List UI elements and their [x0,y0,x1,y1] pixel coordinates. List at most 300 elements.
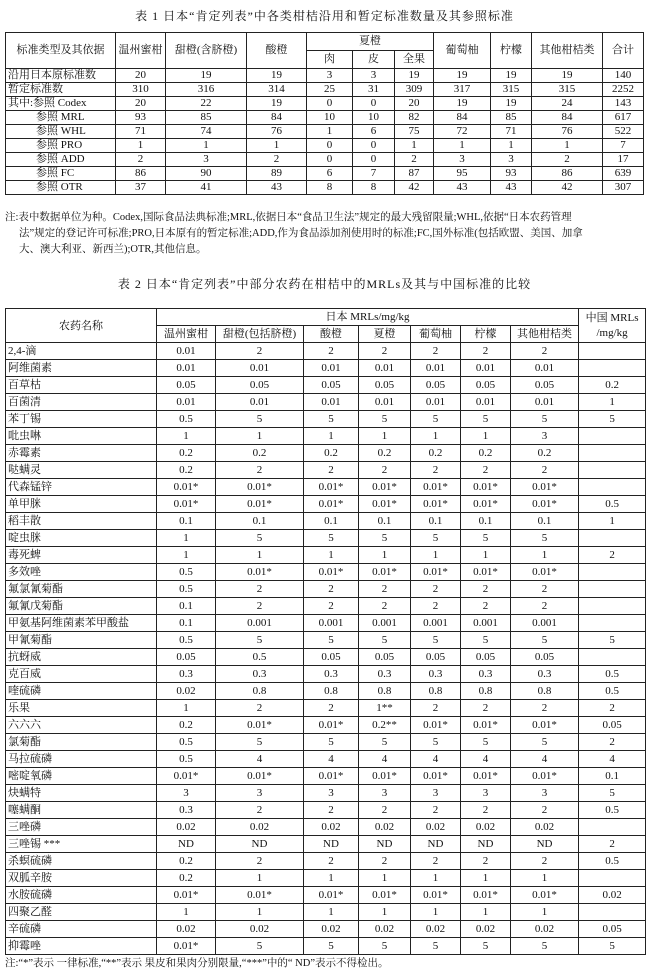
japan-mrl-cell: 1 [461,870,511,887]
japan-mrl-cell: 1 [411,428,461,445]
japan-mrl-cell: 5 [216,530,304,547]
japan-mrl-cell: 0.01 [511,394,579,411]
china-mrl-cell: 2 [579,734,646,751]
japan-mrl-cell: 0.01 [359,394,411,411]
table-cell: 72 [434,125,491,139]
japan-mrl-cell: 0.8 [411,683,461,700]
note-line: 大、澳大利亚、新西兰);OTR,其他信息。 [19,244,207,255]
japan-mrl-cell: 0.5 [157,581,216,598]
table-cell: 143 [603,97,644,111]
japan-mrl-cell: 0.1 [461,513,511,530]
table-cell: 20 [116,69,166,83]
japan-mrl-cell: 0.05 [216,377,304,394]
japan-mrl-cell: 0.2 [157,870,216,887]
table-row [6,530,646,547]
table-cell: 42 [395,181,434,195]
japan-mrl-cell: 1 [359,428,411,445]
japan-mrl-cell: 0.02 [216,921,304,938]
japan-mrl-cell: 5 [511,530,579,547]
table-cell: 82 [395,111,434,125]
pesticide-name: 啶虫脒 [6,530,157,547]
japan-mrl-cell: 0.02 [511,921,579,938]
pesticide-name: 嘧啶氧磷 [6,768,157,785]
table-row [6,615,646,632]
japan-mrl-cell: 5 [461,734,511,751]
japan-mrl-cell: 0.05 [359,649,411,666]
pesticide-name: 赤霉素 [6,445,157,462]
header-sweet-orange: 甜橙(含脐橙) [166,33,247,69]
table-row [6,581,646,598]
japan-mrl-cell: 0.02 [511,819,579,836]
row-label: 其中:参照 Codex [6,97,116,111]
china-mrl-cell: 4 [579,751,646,768]
japan-mrl-cell: 3 [461,785,511,802]
pesticide-name: 氟氯氰菊酯 [6,581,157,598]
china-mrl-cell [579,870,646,887]
japan-mrl-cell: 5 [511,632,579,649]
japan-mrl-cell: 0.02 [304,921,359,938]
japan-mrl-cell: 4 [511,751,579,768]
china-mrl-cell: 0.2 [579,377,646,394]
japan-mrl-cell: 0.01* [216,564,304,581]
table2-body [6,343,646,955]
japan-mrl-cell: 5 [359,530,411,547]
japan-mrl-cell: 1 [411,547,461,564]
china-mrl-cell [579,462,646,479]
japan-mrl-cell: 2 [216,462,304,479]
japan-mrl-cell: 5 [511,938,579,955]
japan-mrl-cell: 4 [359,751,411,768]
japan-mrl-cell: 0.2 [411,445,461,462]
japan-mrl-cell: 2 [411,343,461,360]
japan-mrl-cell: 0.01 [511,360,579,377]
row-label: 参照 MRL [6,111,116,125]
table-row [6,139,644,153]
table-row [6,428,646,445]
table-cell: 20 [395,97,434,111]
japan-mrl-cell: 0.05 [157,377,216,394]
pesticide-name: 炔螨特 [6,785,157,802]
china-mrl-cell [579,819,646,836]
table-cell: 19 [491,97,532,111]
japan-mrl-cell: 0.01 [157,343,216,360]
japan-mrl-cell: 1 [511,904,579,921]
japan-mrl-cell: ND [157,836,216,853]
japan-mrl-cell: 0.3 [411,666,461,683]
japan-mrl-cell: 0.02 [461,819,511,836]
china-mrl-cell: 0.5 [579,496,646,513]
table-cell: 17 [603,153,644,167]
table-cell: 6 [353,125,395,139]
pesticide-name: 百菌清 [6,394,157,411]
japan-mrl-cell: 0.01 [411,360,461,377]
table-cell: 25 [307,83,353,97]
japan-mrl-cell: 1 [511,547,579,564]
japan-mrl-cell: 5 [411,938,461,955]
pesticide-name: 水胺硫磷 [6,887,157,904]
table-cell: 8 [307,181,353,195]
table-cell: 85 [166,111,247,125]
table-cell: 93 [116,111,166,125]
japan-mrl-cell: 0.01* [411,887,461,904]
table-cell: 19 [434,69,491,83]
table-cell: 95 [434,167,491,181]
japan-mrl-cell: 5 [511,411,579,428]
table-cell: 3 [491,153,532,167]
japan-mrl-cell: 1 [411,904,461,921]
japan-mrl-cell: 0.001 [411,615,461,632]
japan-mrl-cell: 0.01* [157,887,216,904]
table-cell: 43 [434,181,491,195]
table-cell: 315 [532,83,603,97]
japan-mrl-cell: 0.001 [216,615,304,632]
table-row [6,683,646,700]
china-mrl-cell: 5 [579,411,646,428]
pesticide-name: 阿维菌素 [6,360,157,377]
japan-mrl-cell: 0.1 [304,513,359,530]
japan-mrl-cell: 0.01* [216,479,304,496]
table-row [6,547,646,564]
japan-mrl-cell: 0.02 [411,819,461,836]
japan-mrl-cell: 2 [359,802,411,819]
table-cell: 19 [247,97,307,111]
table-cell: 617 [603,111,644,125]
japan-mrl-cell: 1 [511,870,579,887]
japan-mrl-cell: 0.05 [411,649,461,666]
japan-mrl-cell: ND [216,836,304,853]
japan-mrl-cell: 2 [461,598,511,615]
japan-mrl-cell: 0.01* [157,938,216,955]
japan-mrl-cell: 1 [359,547,411,564]
japan-mrl-cell: 0.02 [461,921,511,938]
japan-mrl-cell: 0.01* [411,496,461,513]
pesticide-name: 辛硫磷 [6,921,157,938]
japan-mrl-cell: 0.01 [461,394,511,411]
table-row [6,751,646,768]
header-fruit: 其他柑桔类 [511,326,579,343]
japan-mrl-cell: 2 [411,581,461,598]
japan-mrl-cell: 2 [216,598,304,615]
japan-mrl-cell: 5 [216,632,304,649]
japan-mrl-cell: 4 [411,751,461,768]
japan-mrl-cell: 0.01* [304,564,359,581]
japan-mrl-cell: 2 [511,802,579,819]
japan-mrl-cell: 0.5 [157,734,216,751]
japan-mrl-cell: 1 [304,870,359,887]
pesticide-name: 四聚乙醛 [6,904,157,921]
table2-title: 表 2 日本“肯定列表”中部分农药在柑桔中的MRLs及其与中国标准的比较 [117,277,532,291]
japan-mrl-cell: 0.05 [461,377,511,394]
table-cell: 639 [603,167,644,181]
japan-mrl-cell: 0.02 [157,683,216,700]
japan-mrl-cell: 1 [304,904,359,921]
japan-mrl-cell: ND [411,836,461,853]
table-cell: 43 [247,181,307,195]
table-row [6,700,646,717]
row-label: 暂定标准数 [6,83,116,97]
japan-mrl-cell: 0.01* [304,479,359,496]
japan-mrl-cell: 2 [304,343,359,360]
japan-mrl-cell: 0.2 [359,445,411,462]
japan-mrl-cell: 5 [511,734,579,751]
table-cell: 7 [353,167,395,181]
header-summer-orange: 夏橙 [307,33,434,51]
table-cell: 76 [247,125,307,139]
table-cell: 6 [307,167,353,181]
table-cell: 2 [532,153,603,167]
table-row [6,153,644,167]
table-cell: 1 [434,139,491,153]
japan-mrl-cell: 0.1 [157,513,216,530]
table-cell: 10 [307,111,353,125]
table-row [6,887,646,904]
pesticide-name: 抑霉唑 [6,938,157,955]
table-cell: 89 [247,167,307,181]
japan-mrl-cell: ND [511,836,579,853]
table-row [6,768,646,785]
table-row [6,513,646,530]
japan-mrl-cell: 2 [216,581,304,598]
table1-note [5,210,645,258]
japan-mrl-cell: 1 [359,870,411,887]
table-cell: 3 [307,69,353,83]
table-cell: 19 [395,69,434,83]
china-mrl-cell: 0.1 [579,768,646,785]
china-mrl-cell: 5 [579,785,646,802]
japan-mrl-cell: 0.01* [511,496,579,513]
japan-mrl-cell: 0.3 [157,802,216,819]
japan-mrl-cell: 1 [461,428,511,445]
table-row [6,598,646,615]
table-cell: 1 [166,139,247,153]
japan-mrl-cell: 0.01* [216,717,304,734]
japan-mrl-cell: 1 [359,904,411,921]
pesticide-name: 喹硫磷 [6,683,157,700]
japan-mrl-cell: 2 [411,598,461,615]
japan-mrl-cell: 0.01* [511,887,579,904]
japan-mrl-cell: 3 [511,428,579,445]
japan-mrl-cell: 5 [304,411,359,428]
header-fruit: 柠檬 [461,326,511,343]
china-mrl-cell: 1 [579,394,646,411]
table-row [6,83,644,97]
japan-mrl-cell: 0.2 [216,445,304,462]
table-cell: 86 [116,167,166,181]
japan-mrl-cell: 0.01* [511,768,579,785]
japan-mrl-cell: 0.001 [359,615,411,632]
header-flesh: 肉 [307,51,353,69]
china-mrl-cell: 0.02 [579,887,646,904]
japan-mrl-cell: 1 [216,547,304,564]
table-cell: 8 [353,181,395,195]
table-cell: 24 [532,97,603,111]
japan-mrl-cell: 1 [304,547,359,564]
japan-mrl-cell: 0.01* [304,496,359,513]
japan-mrl-cell: 0.01 [157,360,216,377]
table-cell: 20 [116,97,166,111]
table-row [6,666,646,683]
pesticide-name: 吡虫啉 [6,428,157,445]
table-cell: 86 [532,167,603,181]
china-mrl-cell: 0.5 [579,683,646,700]
table-row [6,785,646,802]
japan-mrl-cell: 0.1 [411,513,461,530]
table-row [6,921,646,938]
table-cell: 85 [491,111,532,125]
japan-mrl-cell: ND [359,836,411,853]
table-cell: 310 [116,83,166,97]
japan-mrl-cell: 0.1 [511,513,579,530]
japan-mrl-cell: 0.1 [157,615,216,632]
table-row [6,445,646,462]
china-mrl-cell: 2 [579,547,646,564]
japan-mrl-cell: 5 [411,632,461,649]
japan-mrl-cell: 2 [461,343,511,360]
japan-mrl-cell: 1 [157,428,216,445]
japan-mrl-cell: 5 [411,734,461,751]
japan-mrl-cell: 0.01* [461,717,511,734]
table-cell: 10 [353,111,395,125]
china-mrl-cell [579,649,646,666]
table-row [6,853,646,870]
china-mrl-cell: 5 [579,632,646,649]
pesticide-name: 甲氨基阿维菌素苯甲酸盐 [6,615,157,632]
china-mrl-cell: 2 [579,836,646,853]
japan-mrl-cell: 2 [461,462,511,479]
japan-mrl-cell: 0.05 [411,377,461,394]
japan-mrl-cell: 2 [359,462,411,479]
table-cell: 93 [491,167,532,181]
japan-mrl-cell: 2 [461,581,511,598]
japan-mrl-cell: 0.01* [216,887,304,904]
table-cell: 3 [353,69,395,83]
row-label: 参照 PRO [6,139,116,153]
japan-mrl-cell: 0.2** [359,717,411,734]
japan-mrl-cell: 0.01 [304,360,359,377]
table-cell: 31 [353,83,395,97]
table-row [6,167,644,181]
pesticide-name: 克百威 [6,666,157,683]
japan-mrl-cell: 0.3 [359,666,411,683]
table-cell: 1 [116,139,166,153]
japan-mrl-cell: 0.2 [157,445,216,462]
header-satsuma: 温州蜜柑 [116,33,166,69]
japan-mrl-cell: 0.05 [359,377,411,394]
note-line: 注:表中数据单位为种。Codex,国际食品法典标准;MRL,依据日本“食品卫生法”规定的最大残留限量;WHL,依据“日本农药管理 [5,212,572,223]
japan-mrl-cell: 0.1 [359,513,411,530]
pesticide-name: 毒死蜱 [6,547,157,564]
japan-mrl-cell: 2 [216,700,304,717]
header-fruit: 葡萄柚 [411,326,461,343]
japan-mrl-cell: 2 [411,700,461,717]
table-cell: 19 [166,69,247,83]
china-mrl-cell [579,904,646,921]
japan-mrl-cell: 0.01* [304,887,359,904]
japan-mrl-cell: 0.01* [359,564,411,581]
japan-mrl-cell: 2 [461,853,511,870]
table-cell: 317 [434,83,491,97]
row-label: 参照 FC [6,167,116,181]
table-row [6,411,646,428]
japan-mrl-cell: 0.2 [157,462,216,479]
japan-mrl-cell: 5 [359,734,411,751]
japan-mrl-cell: 0.001 [511,615,579,632]
japan-mrl-cell: 5 [411,411,461,428]
table-cell: 0 [353,153,395,167]
table-row [6,870,646,887]
japan-mrl-cell: 2 [511,853,579,870]
table-cell: 84 [434,111,491,125]
japan-mrl-cell: 0.01* [511,564,579,581]
table-cell: 43 [491,181,532,195]
pesticide-name: 稻丰散 [6,513,157,530]
pesticide-name: 百草枯 [6,377,157,394]
japan-mrl-cell: 0.01* [359,496,411,513]
japan-mrl-cell: 0.8 [511,683,579,700]
table1-body [6,69,644,195]
pesticide-name: 噻螨酮 [6,802,157,819]
japan-mrl-cell: 2 [304,802,359,819]
table-cell: 76 [532,125,603,139]
pesticide-name: 乐果 [6,700,157,717]
japan-mrl-cell: 3 [359,785,411,802]
header-japan-mrls: 日本 MRLs/mg/kg [157,309,579,326]
japan-mrl-cell: 0.01* [411,564,461,581]
japan-mrl-cell: 0.01* [157,768,216,785]
japan-mrl-cell: 2 [511,598,579,615]
japan-mrl-cell: 0.1 [216,513,304,530]
table-cell: 0 [307,97,353,111]
japan-mrl-cell: 0.01* [411,717,461,734]
header-total: 合计 [603,33,644,69]
table-row [6,343,646,360]
japan-mrl-cell: 4 [216,751,304,768]
japan-mrl-cell: 5 [461,632,511,649]
table-cell: 3 [434,153,491,167]
table-cell: 74 [166,125,247,139]
pesticide-name: 六六六 [6,717,157,734]
japan-mrl-cell: 0.01* [511,717,579,734]
china-mrl-cell [579,615,646,632]
pesticide-name: 抗蚜威 [6,649,157,666]
table-cell: 1 [532,139,603,153]
japan-mrl-cell: 2 [461,802,511,819]
pesticide-name: 多效唑 [6,564,157,581]
pesticide-name: 氯菊酯 [6,734,157,751]
japan-mrl-cell: 2 [304,598,359,615]
japan-mrl-cell: 1 [157,700,216,717]
pesticide-name: 单甲脒 [6,496,157,513]
china-mrl-cell [579,581,646,598]
table-row [6,125,644,139]
table-row [6,394,646,411]
china-mrl-cell [579,445,646,462]
japan-mrl-cell: 0.02 [216,819,304,836]
header-whole: 全果 [395,51,434,69]
table-row [6,564,646,581]
japan-mrl-cell: 0.001 [461,615,511,632]
japan-mrl-cell: 2 [511,343,579,360]
header-grapefruit: 葡萄柚 [434,33,491,69]
japan-mrl-cell: 1 [157,530,216,547]
pesticide-name: 双胍辛胺 [6,870,157,887]
japan-mrl-cell: 0.5 [216,649,304,666]
japan-mrl-cell: 5 [304,632,359,649]
japan-mrl-cell: 2 [359,598,411,615]
note-line: 法”规定的登记许可标准;PRO,日本原有的暂定标准;ADD,作为食品添加剂使用时的标准;FC,国外标准(包括欧盟、美国、加拿 [19,228,583,239]
japan-mrl-cell: 2 [511,462,579,479]
japan-mrl-cell: 0.01 [157,394,216,411]
